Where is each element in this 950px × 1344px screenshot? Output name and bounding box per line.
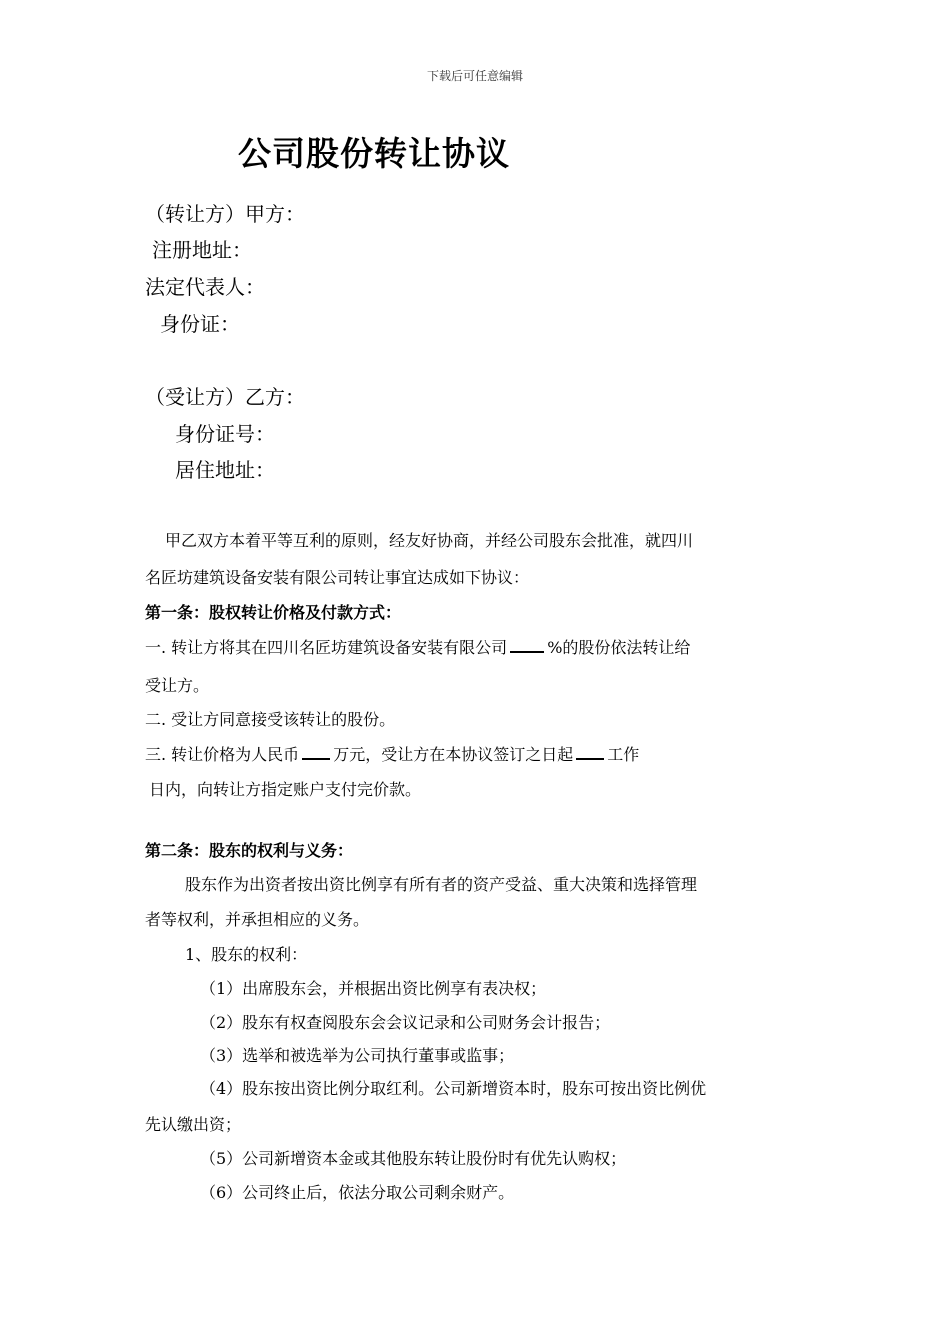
party-a-legal-rep-label: 法定代表人：	[145, 275, 265, 299]
right-2: （2）股东有权查阅股东会会议记录和公司财务会计报告；	[200, 1013, 611, 1032]
party-b-address-label: 居住地址：	[175, 458, 275, 482]
right-6: （6）公司终止后，依法分取公司剩余财产。	[200, 1183, 515, 1202]
party-b-id-label: 身份证号：	[175, 422, 275, 446]
right-3: （3）选举和被选举为公司执行董事或监事；	[200, 1046, 515, 1065]
item-3-text-a: 三. 转让价格为人民币	[145, 745, 300, 764]
price-blank	[302, 744, 330, 760]
item-1-text-a: 一. 转让方将其在四川名匠坊建筑设备安装有限公司	[145, 638, 508, 657]
days-blank	[576, 744, 604, 760]
right-4-line-1: （4）股东按出资比例分取红利。公司新增资本时，股东可按出资比例优	[200, 1079, 707, 1098]
article-2-para-line-1: 股东作为出资者按出资比例享有所有者的资产受益、重大决策和选择管理	[185, 875, 698, 894]
party-a-id-label: 身份证：	[160, 312, 240, 336]
item-1-line-2: 受让方。	[145, 676, 210, 695]
item-3-text-c: 工作	[607, 745, 640, 764]
document-title: 公司股份转让协议	[238, 134, 510, 173]
item-3-text-b: 万元，受让方在本协议签订之日起	[333, 745, 574, 764]
right-4-line-2: 先认缴出资；	[145, 1115, 242, 1134]
article-2-heading: 第二条：股东的权利与义务：	[145, 841, 354, 860]
party-b-heading: （受让方）乙方：	[145, 385, 305, 409]
right-5: （5）公司新增资本金或其他股东转让股份时有优先认购权；	[200, 1149, 627, 1168]
share-percent-blank	[510, 637, 544, 653]
right-1: （1）出席股东会，并根据出资比例享有表决权；	[200, 979, 547, 998]
intro-line-2: 名匠坊建筑设备安装有限公司转让事宜达成如下协议：	[145, 568, 530, 587]
article-1-item-3	[145, 742, 639, 765]
header-note: 下载后可任意编辑	[426, 69, 523, 83]
intro-line-1: 甲乙双方本着平等互利的原则，经友好协商，并经公司股东会批准，就四川	[165, 531, 694, 550]
article-1-heading: 第一条：股权转让价格及付款方式：	[145, 603, 402, 622]
article-2-para-line-2: 者等权利，并承担相应的义务。	[145, 910, 370, 929]
party-a-address-label: 注册地址：	[152, 238, 252, 262]
article-1-item-1	[145, 635, 690, 658]
rights-heading: 1、股东的权利：	[185, 945, 308, 964]
item-1-text-b: %的股份依法转让给	[547, 638, 691, 657]
party-a-heading: （转让方）甲方：	[145, 202, 305, 226]
item-3-line-2: 日内，向转让方指定账户支付完价款。	[149, 780, 422, 799]
article-1-item-2: 二. 受让方同意接受该转让的股份。	[145, 710, 396, 729]
